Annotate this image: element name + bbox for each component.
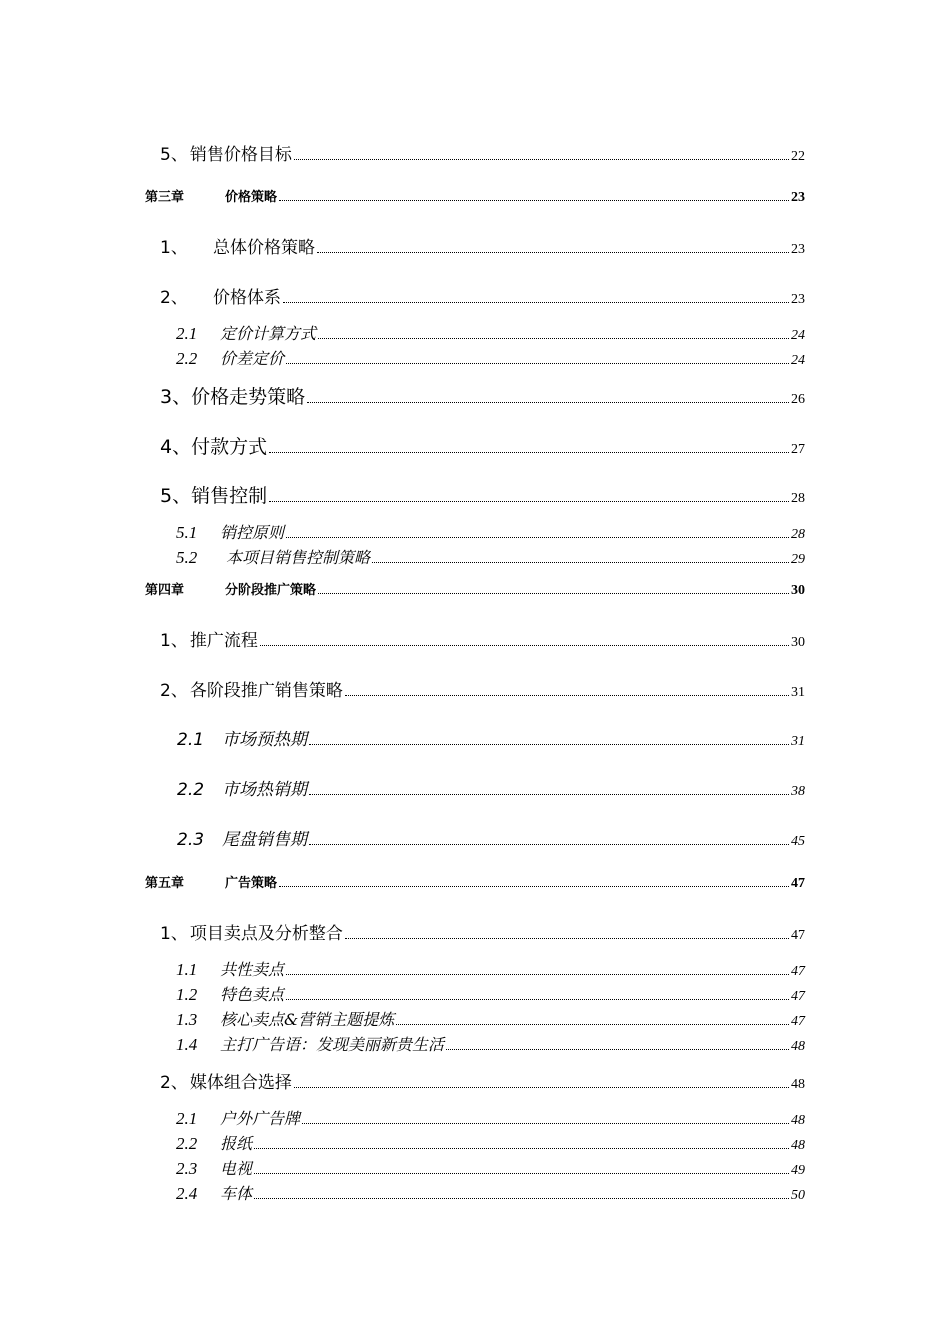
toc-subentry-page: 29 xyxy=(791,552,805,567)
toc-subentry[interactable] xyxy=(176,545,805,568)
toc-chapter-page: 23 xyxy=(791,190,805,205)
toc-leader-dots xyxy=(254,1198,789,1199)
toc-entry-page: 31 xyxy=(791,685,805,700)
toc-subentry-title: 共性卖点 xyxy=(220,960,285,979)
toc-entry-number: 4、 xyxy=(160,436,192,458)
toc-chapter-title: 广告策略 xyxy=(225,876,278,891)
toc-subentry-number: 2.4 xyxy=(176,1184,198,1203)
toc-entry[interactable] xyxy=(160,676,805,701)
toc-subentry-title: 电视 xyxy=(220,1159,253,1178)
toc-leader-dots xyxy=(318,593,789,594)
toc-subentry-title: 市场热销期 xyxy=(222,780,307,800)
toc-entry-title: 销售价格目标 xyxy=(189,145,292,165)
toc-entry-title: 价格走势策略 xyxy=(191,386,306,408)
toc-subentry-number: 2.1 xyxy=(176,1109,198,1128)
toc-subentry-page: 47 xyxy=(791,964,805,979)
toc-entry[interactable] xyxy=(160,432,805,459)
toc-leader-dots xyxy=(286,537,789,538)
toc-leader-dots xyxy=(318,338,789,339)
toc-subentry[interactable] xyxy=(176,982,805,1005)
toc-subentry-title: 户外广告牌 xyxy=(220,1109,301,1128)
toc-subentry-title: 定价计算方式 xyxy=(220,324,317,343)
toc-subentry[interactable] xyxy=(176,1181,805,1204)
toc-subentry-number: 2.1 xyxy=(177,730,205,750)
toc-subentry-title: 特色卖点 xyxy=(220,985,285,1004)
toc-entry-title: 项目卖点及分析整合 xyxy=(189,924,343,944)
toc-subentry[interactable] xyxy=(177,825,805,850)
toc-chapter-page: 47 xyxy=(791,876,805,891)
toc-leader-dots xyxy=(279,886,789,887)
toc-entry-page: 48 xyxy=(791,1077,805,1092)
toc-leader-dots xyxy=(309,794,789,795)
toc-leader-dots xyxy=(283,302,789,303)
toc-leader-dots xyxy=(307,402,789,403)
toc-subentry-number: 5.2 xyxy=(176,548,198,567)
toc-subentry-page: 48 xyxy=(791,1039,805,1054)
toc-entry-page: 23 xyxy=(791,242,805,257)
toc-subentry-number: 2.2 xyxy=(176,349,198,368)
toc-subentry[interactable] xyxy=(176,1007,805,1030)
toc-leader-dots xyxy=(446,1049,789,1050)
toc-entry-number: 5、 xyxy=(160,485,192,507)
toc-leader-dots xyxy=(294,159,789,160)
toc-entry-page: 27 xyxy=(791,442,805,457)
toc-subentry[interactable] xyxy=(176,1106,805,1129)
toc-subentry-number: 2.3 xyxy=(176,1159,198,1178)
toc-entry-number: 1、 xyxy=(160,238,188,258)
toc-subentry-page: 24 xyxy=(791,328,805,343)
toc-subentry-number: 2.3 xyxy=(177,830,205,850)
toc-entry[interactable] xyxy=(160,481,805,508)
toc-entry-page: 26 xyxy=(791,392,805,407)
toc-entry[interactable] xyxy=(160,283,805,308)
toc-subentry-page: 48 xyxy=(791,1113,805,1128)
toc-leader-dots xyxy=(279,200,789,201)
toc-subentry-number: 1.1 xyxy=(176,960,198,979)
toc-entry-title: 推广流程 xyxy=(189,631,258,651)
toc-leader-dots xyxy=(372,562,789,563)
toc-leader-dots xyxy=(317,252,789,253)
toc-entry-number: 2、 xyxy=(160,288,188,308)
toc-entry-number: 5、 xyxy=(160,145,188,165)
toc-subentry-number: 5.1 xyxy=(176,523,198,542)
toc-chapter[interactable] xyxy=(145,872,805,892)
toc-subentry-title: 主打广告语：发现美丽新贵生活 xyxy=(220,1035,445,1054)
toc-entry-page: 30 xyxy=(791,635,805,650)
toc-subentry-page: 31 xyxy=(791,734,805,749)
toc-leader-dots xyxy=(260,645,789,646)
toc-subentry-title: 尾盘销售期 xyxy=(222,830,307,850)
toc-subentry[interactable] xyxy=(176,1156,805,1179)
toc-subentry-title: 价差定价 xyxy=(220,349,285,368)
toc-entry-title: 媒体组合选择 xyxy=(189,1073,292,1093)
toc-chapter-number: 第五章 xyxy=(145,876,185,891)
toc-leader-dots xyxy=(286,974,789,975)
toc-subentry[interactable] xyxy=(176,1131,805,1154)
toc-entry-title: 各阶段推广销售策略 xyxy=(189,681,343,701)
toc-subentry[interactable] xyxy=(176,957,805,980)
toc-subentry-page: 28 xyxy=(791,527,805,542)
toc-subentry-number: 2.2 xyxy=(177,780,205,800)
toc-entry-title: 付款方式 xyxy=(191,436,268,458)
toc-subentry[interactable] xyxy=(176,346,805,369)
toc-leader-dots xyxy=(254,1148,789,1149)
toc-leader-dots xyxy=(309,744,789,745)
toc-subentry[interactable] xyxy=(176,1032,805,1055)
toc-subentry-page: 45 xyxy=(791,834,805,849)
toc-leader-dots xyxy=(286,999,789,1000)
toc-leader-dots xyxy=(269,452,789,453)
toc-chapter-number: 第四章 xyxy=(145,583,185,598)
toc-leader-dots xyxy=(345,695,789,696)
toc-subentry-number: 1.2 xyxy=(176,985,198,1004)
toc-entry-title: 价格体系 xyxy=(213,288,281,308)
toc-subentry-page: 47 xyxy=(791,1014,805,1029)
toc-chapter-title: 分阶段推广策略 xyxy=(225,583,317,598)
toc-entry[interactable] xyxy=(160,1068,805,1093)
toc-subentry-title: 核心卖点&营销主题提炼 xyxy=(220,1010,395,1029)
toc-entry-page: 23 xyxy=(791,292,805,307)
toc-leader-dots xyxy=(302,1123,789,1124)
toc-subentry-number: 2.1 xyxy=(176,324,198,343)
toc-subentry-page: 47 xyxy=(791,989,805,1004)
toc-leader-dots xyxy=(254,1173,789,1174)
toc-entry-title: 销售控制 xyxy=(191,485,268,507)
toc-leader-dots xyxy=(345,938,789,939)
toc-subentry-number: 2.2 xyxy=(176,1134,198,1153)
toc-entry[interactable] xyxy=(160,140,805,165)
toc-chapter-title: 价格策略 xyxy=(225,190,278,205)
toc-entry-number: 3、 xyxy=(160,386,192,408)
toc-chapter[interactable] xyxy=(145,579,805,599)
toc-subentry-title: 本项目销售控制策略 xyxy=(226,548,371,567)
toc-subentry-page: 38 xyxy=(791,784,805,799)
toc-leader-dots xyxy=(309,844,789,845)
toc-subentry[interactable] xyxy=(177,725,805,750)
toc-subentry-title: 市场预热期 xyxy=(222,730,307,750)
toc-entry[interactable] xyxy=(160,626,805,651)
toc-entry-number: 2、 xyxy=(160,1073,188,1093)
toc-chapter[interactable] xyxy=(145,186,805,206)
toc-entry[interactable] xyxy=(160,233,805,258)
toc-leader-dots xyxy=(396,1024,789,1025)
toc-subentry-number: 1.4 xyxy=(176,1035,198,1054)
toc-subentry-page: 49 xyxy=(791,1163,805,1178)
toc-subentry-title: 报纸 xyxy=(220,1134,253,1153)
toc-subentry-number: 1.3 xyxy=(176,1010,198,1029)
toc-entry-number: 1、 xyxy=(160,924,188,944)
toc-entry[interactable] xyxy=(160,919,805,944)
toc-entry-page: 28 xyxy=(791,491,805,506)
toc-entry-page: 22 xyxy=(791,149,805,164)
toc-leader-dots xyxy=(286,363,789,364)
toc-chapter-number: 第三章 xyxy=(145,190,185,205)
toc-chapter-page: 30 xyxy=(791,583,805,598)
toc-entry-number: 2、 xyxy=(160,681,188,701)
toc-subentry-page: 24 xyxy=(791,353,805,368)
toc-subentry-title: 车体 xyxy=(220,1184,253,1203)
toc-subentry[interactable] xyxy=(176,321,805,344)
toc-entry-page: 47 xyxy=(791,928,805,943)
toc-subentry[interactable] xyxy=(176,520,805,543)
toc-entry-number: 1、 xyxy=(160,631,188,651)
toc-subentry[interactable] xyxy=(177,775,805,800)
toc-leader-dots xyxy=(294,1087,789,1088)
toc-subentry-page: 50 xyxy=(791,1188,805,1203)
toc-subentry-title: 销控原则 xyxy=(220,523,285,542)
toc-leader-dots xyxy=(269,501,789,502)
toc-subentry-page: 48 xyxy=(791,1138,805,1153)
toc-entry-title: 总体价格策略 xyxy=(213,238,315,258)
toc-entry[interactable] xyxy=(160,382,805,409)
